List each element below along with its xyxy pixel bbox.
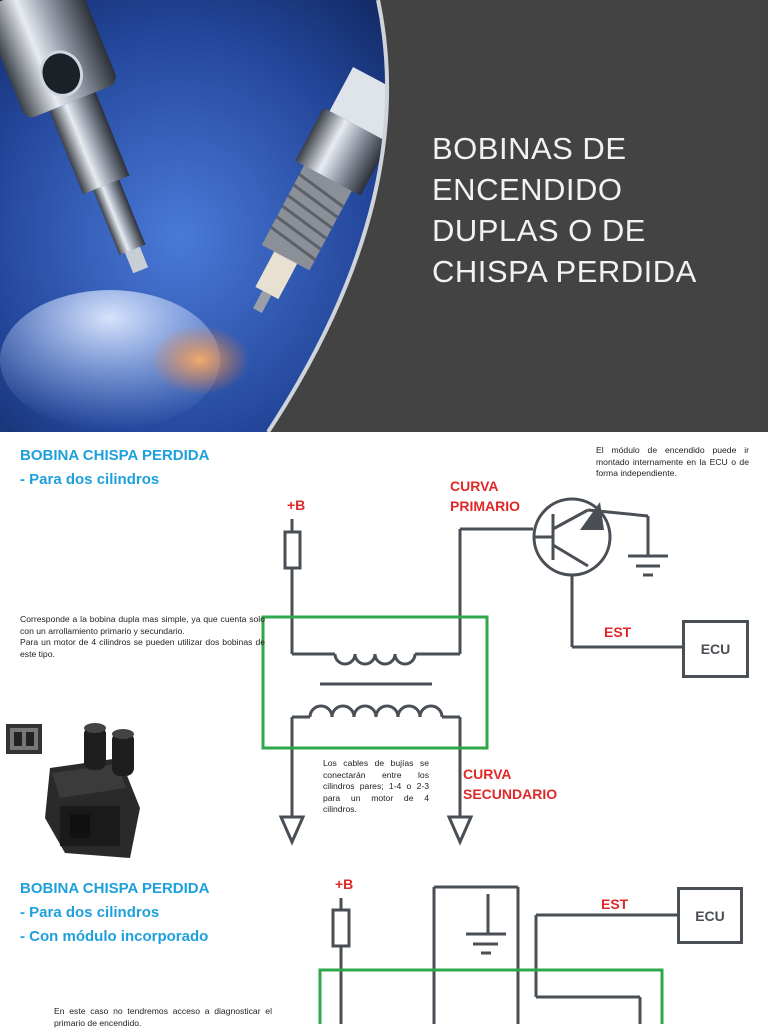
cables-note: Los cables de bujías se conectarán entre los cilindros pares; 1-4 o 2-3 para un motor de 4 cilindros. [323,758,429,814]
section2-heading: BOBINA CHISPA PERDIDA [20,880,210,897]
section2-subheading-1: - Para dos cilindros [20,904,160,921]
injector-spark-plug-photo [0,0,400,432]
diagram-slide [0,432,768,1028]
title-slide [0,0,768,432]
title-line: DUPLAS O DE [432,213,646,248]
label-line: CURVA [450,478,499,494]
ecu-box: ECU [682,620,749,678]
module-note: El módulo de encendido puede ir montado internamente en la ECU o de forma independiente. [596,445,749,478]
label-line: PRIMARIO [450,498,520,514]
ignition-coil-photo [0,718,145,868]
positive-b-label: +B [287,497,306,513]
section1-subheading: - Para dos cilindros [20,471,160,488]
label-line: CURVA [463,766,512,782]
section1-description [20,614,265,660]
ecu-box-2: ECU [677,887,743,944]
slide-title [432,128,752,292]
curva-primario-label [450,476,520,516]
title-line: ENCENDIDO [432,172,623,207]
title-line: CHISPA PERDIDA [432,254,697,289]
section2-subheading-2: - Con módulo incorporado [20,928,209,945]
positive-b-label-2: +B [335,876,354,892]
est-label-2: EST [601,896,629,912]
curva-secundario-label [463,764,557,804]
label-line: SECUNDARIO [463,786,558,802]
est-label: EST [604,624,632,640]
section2-description: En este caso no tendremos acceso a diagnosticar el primario de encendido. [54,1006,272,1028]
section1-heading: BOBINA CHISPA PERDIDA [20,447,210,464]
title-line: BOBINAS DE [432,131,627,166]
description-paragraph: Corresponde a la bobina dupla mas simple, ya que cuenta solo con un arrollamiento primario y secundario. [20,614,265,636]
description-paragraph: Para un motor de 4 cilindros se pueden utilizar dos bobinas de este tipo. [20,637,265,659]
